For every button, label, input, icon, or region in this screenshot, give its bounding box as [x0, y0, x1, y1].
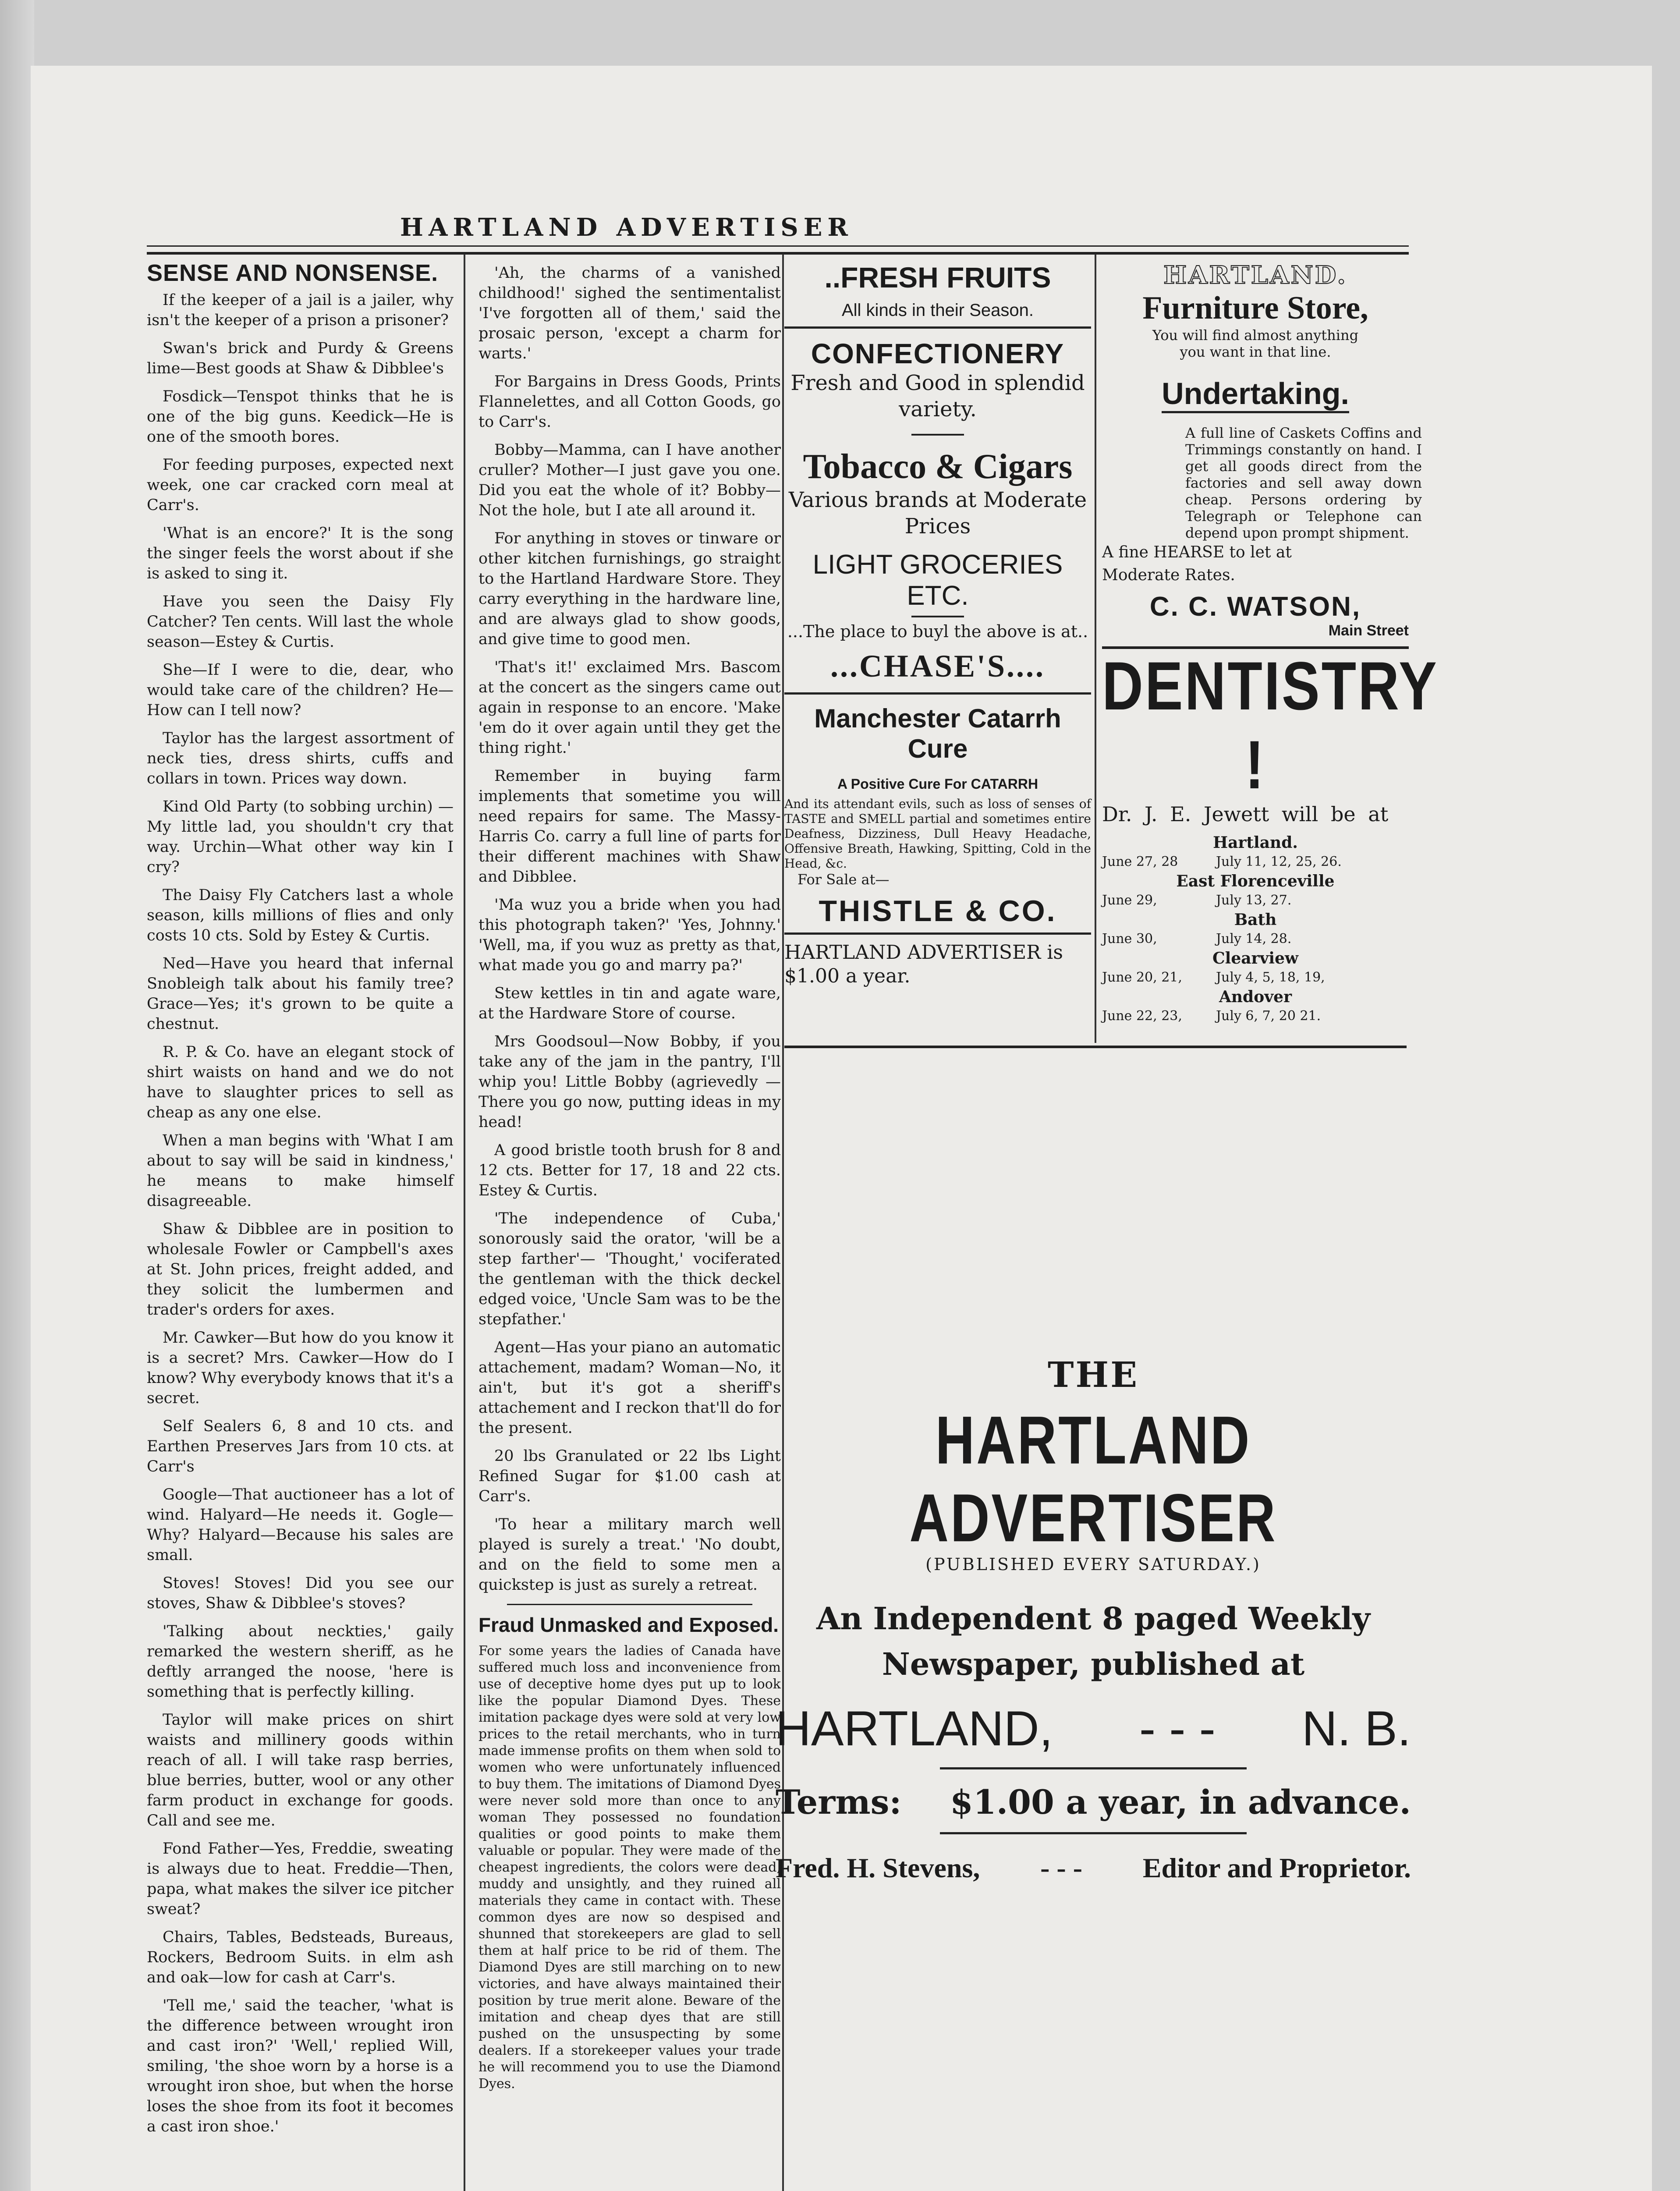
schedule-june: June 29,	[1102, 893, 1157, 908]
tobacco-sub: Various brands at Moderate Prices	[788, 488, 1087, 539]
schedule-town: East Florenceville	[1176, 872, 1335, 890]
masthead: HARTLAND ADVERTISER	[400, 213, 853, 242]
notice-place-row	[776, 1700, 1411, 1757]
paragraph: For feeding purposes, expected next week, one car cracked corn meal at Carr's.	[147, 456, 454, 514]
divider	[911, 616, 964, 617]
divider	[784, 692, 1091, 695]
schedule-town: Hartland.	[1213, 833, 1298, 852]
groceries-title: LIGHT GROCERIES ETC.	[812, 550, 1063, 611]
paragraph: Shaw & Dibblee are in position to wholesale Fowler or Campbell's axes at St. John prices, freight added, and they solicit the lumbermen and trader's orders for axes.	[147, 1220, 454, 1319]
for-sale-line: For Sale at—	[797, 871, 890, 888]
notice-dashes: - - -	[1139, 1701, 1216, 1756]
undertaking-body: A full line of Caskets Coffins and Trimmings constantly on hand. I get all goods direct from the factories and sell away down cheap. Persons ordering by Telegraph or Telephone can depend upon prompt shipment.	[1185, 425, 1422, 541]
column-divider	[464, 254, 465, 2191]
watson-name: C. C. WATSON,	[1149, 592, 1361, 622]
schedule-july: July 13, 27.	[1216, 893, 1292, 908]
paragraph: For Bargains in Dress Goods, Prints Flannelettes, and all Cotton Goods, go to Carr's.	[478, 373, 781, 431]
paragraph: 'Ah, the charms of a vanished childhood!' sighed the sentimentalist 'I've forgotten all of them,' said the prosaic person, 'except a charm for warts.'	[478, 264, 781, 362]
divider	[784, 326, 1091, 329]
schedule-row	[1102, 930, 1409, 948]
furniture-sub: You will find almost anything you want in that line.	[1152, 327, 1359, 360]
paragraph: Fond Father—Yes, Freddie, sweating is always due to heat. Freddie—Then, papa, what makes the silver ice pitcher sweat?	[147, 1840, 454, 1918]
schedule-row	[1102, 1007, 1409, 1025]
paragraph: 'To hear a military march well played is surely a treat.' 'No doubt, and on the field to some men a quickstep is just as surely a retreat.	[478, 1516, 781, 1594]
schedule-july: July 4, 5, 18, 19,	[1216, 970, 1325, 985]
ads-bottom-rule	[784, 1046, 1407, 1048]
page-edge	[0, 0, 34, 2191]
fresh-fruits-sub: All kinds in their Season.	[841, 301, 1034, 320]
paragraph: Remember in buying farm implements that sometime you will need repairs for same. The Massy-Harris Co. carry a full line of parts for their different machines with Shaw and Dibblee.	[478, 767, 781, 886]
confectionery-title: CONFECTIONERY	[811, 338, 1065, 369]
place-line: ...The place to buyl the above is at..	[787, 622, 1088, 641]
divider	[507, 1604, 752, 1605]
divider	[940, 1832, 1247, 1834]
notice-editor-row	[776, 1852, 1411, 1884]
thistle-title: THISTLE & CO.	[819, 894, 1057, 928]
dentist-line: Dr. J. E. Jewett will be at	[1102, 802, 1389, 826]
fraud-body: For some years the ladies of Canada have suffered much loss and inconvenience from use of deceptive home dyes put up to look like the popular Diamond Dyes. These imitation package dyes were sold at very low prices to the retail merchants, who in turn made immense profits on them when sold to women who were unfortunately influenced to buy them. The imitations of Diamond Dyes were never sold more than once to any woman They possessed no foundation qualities or good points to make them valuable or popular. They were made of the cheapest ingredients, the colors were dead, muddy and unsightly, and they ruined all materials they came in contact with. These common dyes are now so despised and shunned that storekeepers are glad to sell them at half price to be rid of them. The Diamond Dyes are still marching on to new victories, and have always maintained their position by true merit alone. Beware of the imitation and cheap dyes that are still pushed on the unsuspecting by some dealers. If a storekeeper values your trade he will recommend you to use the Diamond Dyes.	[478, 1643, 781, 2092]
paragraph: 'That's it!' exclaimed Mrs. Bascom at the concert as the singers came out again in response to an encore. 'Make 'em do it over again until they get the thing right.'	[478, 659, 781, 757]
paragraph: Taylor will make prices on shirt waists and millinery goods within reach of all. I will take rasp berries, blue berries, butter, wool or any other farm product in exchange for goods. Call and see me.	[147, 1711, 454, 1829]
divider	[911, 434, 964, 436]
paragraph: Agent—Has your piano an automatic attachement, madam? Woman—No, it ain't, but it's got a sheriff's attachement and I reckon that'll do for the present.	[478, 1339, 781, 1437]
notice-place: HARTLAND,	[776, 1701, 1053, 1756]
paragraph: Taylor has the largest assortment of neck ties, dress shirts, cuffs and collars in town. Prices way down.	[147, 730, 454, 787]
column-divider	[1095, 254, 1096, 1043]
paragraph: 'Tell me,' said the teacher, 'what is the difference between wrought iron and cast iron?' 'Well,' replied Will, smiling, 'the shoe worn by a horse is a wrought iron shoe, but when the horse loses the shoe from its foot it becomes a cast iron shoe.'	[147, 1997, 454, 2135]
column-sense-and-nonsense	[147, 260, 454, 2145]
column-heading: SENSE AND NONSENSE.	[147, 260, 439, 286]
notice-published: (PUBLISHED EVERY SATURDAY.)	[925, 1555, 1261, 1574]
hearse-line: A fine HEARSE to let at Moderate Rates.	[1102, 543, 1292, 584]
paragraph: Have you seen the Daisy Fly Catcher? Ten cents. Will last the whole season—Estey & Curtis.	[147, 593, 454, 651]
notice-editor-role: Editor and Proprietor.	[1142, 1852, 1411, 1883]
notice-province: N. B.	[1302, 1701, 1411, 1756]
schedule-july: July 14, 28.	[1216, 931, 1292, 947]
notice-title: HARTLAND ADVERTISER	[909, 1403, 1277, 1556]
paragraph: Kind Old Party (to sobbing urchin) —My little lad, you shouldn't cry that way. Urchin—What other way kin I cry?	[147, 798, 454, 876]
fraud-heading: Fraud Unmasked and Exposed.	[478, 1613, 779, 1636]
schedule-row	[1102, 969, 1409, 986]
catarrh-title: Manchester Catarrh Cure	[814, 704, 1061, 763]
paragraph: 'Talking about neckties,' gaily remarked the western sheriff, as he deftly arranged the noose, 'here is something that is perfectly killing.	[147, 1623, 454, 1701]
ad-column-grocer	[784, 263, 1091, 988]
paragraph: If the keeper of a jail is a jailer, why isn't the keeper of a prison a prisoner?	[147, 291, 454, 329]
schedule-town: Bath	[1234, 911, 1277, 929]
masthead-rule	[147, 245, 1409, 255]
paragraph: Stew kettles in tin and agate ware, at the Hardware Store of course.	[478, 985, 781, 1022]
paragraph: A good bristle tooth brush for 8 and 12 cts. Better for 17, 18 and 22 cts. Estey & Curtis.	[478, 1142, 781, 1199]
fresh-fruits-title: ..FRESH FRUITS	[824, 261, 1051, 294]
catarrh-sub: A Positive Cure For CATARRH	[837, 776, 1038, 792]
column-body	[478, 263, 781, 1595]
hartland-title: HARTLAND.	[1163, 261, 1347, 290]
chase-title: ...CHASE'S....	[830, 649, 1046, 684]
paragraph: 'The independence of Cuba,' sonorously said the orator, 'will be a step farther'— 'Thought,' vociferated the gentleman with the thick deckel edged voice, 'Uncle Sam was to be the stepfather.'	[478, 1210, 781, 1328]
paragraph: Ned—Have you heard that infernal Snobleigh talk about his family tree? Grace—Yes; it's grown to be quite a chestnut.	[147, 955, 454, 1033]
schedule-june: June 27, 28	[1102, 854, 1178, 869]
paragraph: R. P. & Co. have an elegant stock of shirt waists on hand and we do not have to slaughter prices to sell as cheap as any one else.	[147, 1043, 454, 1121]
notice-editor: Fred. H. Stevens,	[776, 1852, 980, 1883]
schedule-june: June 30,	[1102, 931, 1157, 947]
schedule-row	[1102, 853, 1409, 871]
dentistry-title: DENTISTRY !	[1102, 647, 1439, 803]
undertaking-title: Undertaking.	[1162, 376, 1349, 413]
paragraph: 'Ma wuz you a bride when you had this photograph taken?' 'Yes, Johnny.' 'Well, ma, if you wuz as pretty as that, what made you go and marry pa?'	[478, 896, 781, 974]
paragraph: Chairs, Tables, Bedsteads, Bureaus, Rockers, Bedroom Suits. in elm ash and oak—low for cash at Carr's.	[147, 1929, 454, 1986]
schedule-town: Clearview	[1212, 949, 1298, 968]
furniture-title: Furniture Store,	[1142, 290, 1368, 326]
paragraph: Fosdick—Tenspot thinks that he is one of the big guns. Keedick—He is one of the smooth bores.	[147, 388, 454, 446]
paragraph: 20 lbs Granulated or 22 lbs Light Refined Sugar for $1.00 cash at Carr's.	[478, 1447, 781, 1505]
fresh-fruits-ad	[784, 263, 1091, 320]
schedule-july: July 11, 12, 25, 26.	[1216, 854, 1342, 869]
catarrh-body: And its attendant evils, such as loss of senses of TASTE and SMELL partial and sometimes entire Deafness, Dizziness, Dull Heavy Headache, Offensive Breath, Hawking, Spitting, Cold in the Head, &c.	[784, 797, 1091, 871]
paragraph: Mrs Goodsoul—Now Bobby, if you take any of the jam in the pantry, I'll whip you! Little Bobby (agrievedly —There you go now, putting ideas in my head!	[478, 1033, 781, 1131]
paragraph: When a man begins with 'What I am about to say will be said in kindness,' he means to make himself disagreeable.	[147, 1132, 454, 1210]
notice-line2: Newspaper, published at	[882, 1646, 1305, 1682]
subscription-line: HARTLAND ADVERTISER is $1.00 a year.	[784, 941, 1063, 987]
ad-column-furniture	[1102, 261, 1439, 1025]
schedule-june: June 20, 21,	[1102, 970, 1182, 985]
notice-terms-label: Terms:	[776, 1783, 902, 1822]
paragraph: For anything in stoves or tinware or other kitchen furnishings, go straight to the Hartland Hardware Store. They carry everything in the hardware line, and are always glad to show goods, and give time to good men.	[478, 530, 781, 648]
paragraph: 'What is an encore?' It is the song the singer feels the worst about if she is asked to sing it.	[147, 525, 454, 582]
paragraph: She—If I were to die, dear, who would take care of the children? He—How can I tell now?	[147, 661, 454, 719]
tobacco-title: Tobacco & Cigars	[803, 447, 1073, 486]
notice-editor-dashes: - - -	[1040, 1852, 1083, 1883]
divider	[940, 1767, 1247, 1769]
paragraph: Bobby—Mamma, can I have another cruller? Mother—I just gave you one. Did you eat the whole of it? Bobby—Not the hole, but I ate all around it.	[478, 441, 781, 519]
schedule-july: July 6, 7, 20 21.	[1216, 1008, 1321, 1024]
paragraph: The Daisy Fly Catchers last a whole season, kills millions of flies and only costs 10 cts. Sold by Estey & Curtis.	[147, 886, 454, 944]
notice-terms-row	[776, 1783, 1411, 1822]
dentist-schedule	[1102, 832, 1409, 1025]
schedule-town: Andover	[1219, 988, 1292, 1006]
paragraph: Swan's brick and Purdy & Greens lime—Best goods at Shaw & Dibblee's	[147, 340, 454, 377]
paragraph: Mr. Cawker—But how do you know it is a secret? Mrs. Cawker—How do I know? Why everybody knows that it's a secret.	[147, 1329, 454, 1407]
column-divider	[782, 254, 784, 2191]
schedule-row	[1102, 892, 1409, 909]
paragraph: Google—That auctioneer has a lot of wind. Halyard—He needs it. Gogle—Why? Halyard—Because his sales are small.	[147, 1486, 454, 1564]
confectionery-sub: Fresh and Good in splendid variety.	[790, 371, 1085, 422]
notice-the: THE	[1047, 1354, 1139, 1395]
column-miscellany	[478, 263, 781, 2092]
column-body	[147, 290, 454, 2137]
paragraph: Stoves! Stoves! Did you see our stoves, Shaw & Dibblee's stoves?	[147, 1574, 454, 1612]
main-street: Main Street	[1328, 622, 1409, 639]
notice-terms: $1.00 a year, in advance.	[950, 1783, 1411, 1822]
paragraph: Self Sealers 6, 8 and 10 cts. and Earthen Preserves Jars from 10 cts. at Carr's	[147, 1418, 454, 1475]
notice-line1: An Independent 8 paged Weekly	[816, 1600, 1371, 1637]
schedule-june: June 22, 23,	[1102, 1008, 1182, 1024]
advertiser-notice	[776, 1354, 1411, 1884]
divider	[784, 932, 1091, 935]
